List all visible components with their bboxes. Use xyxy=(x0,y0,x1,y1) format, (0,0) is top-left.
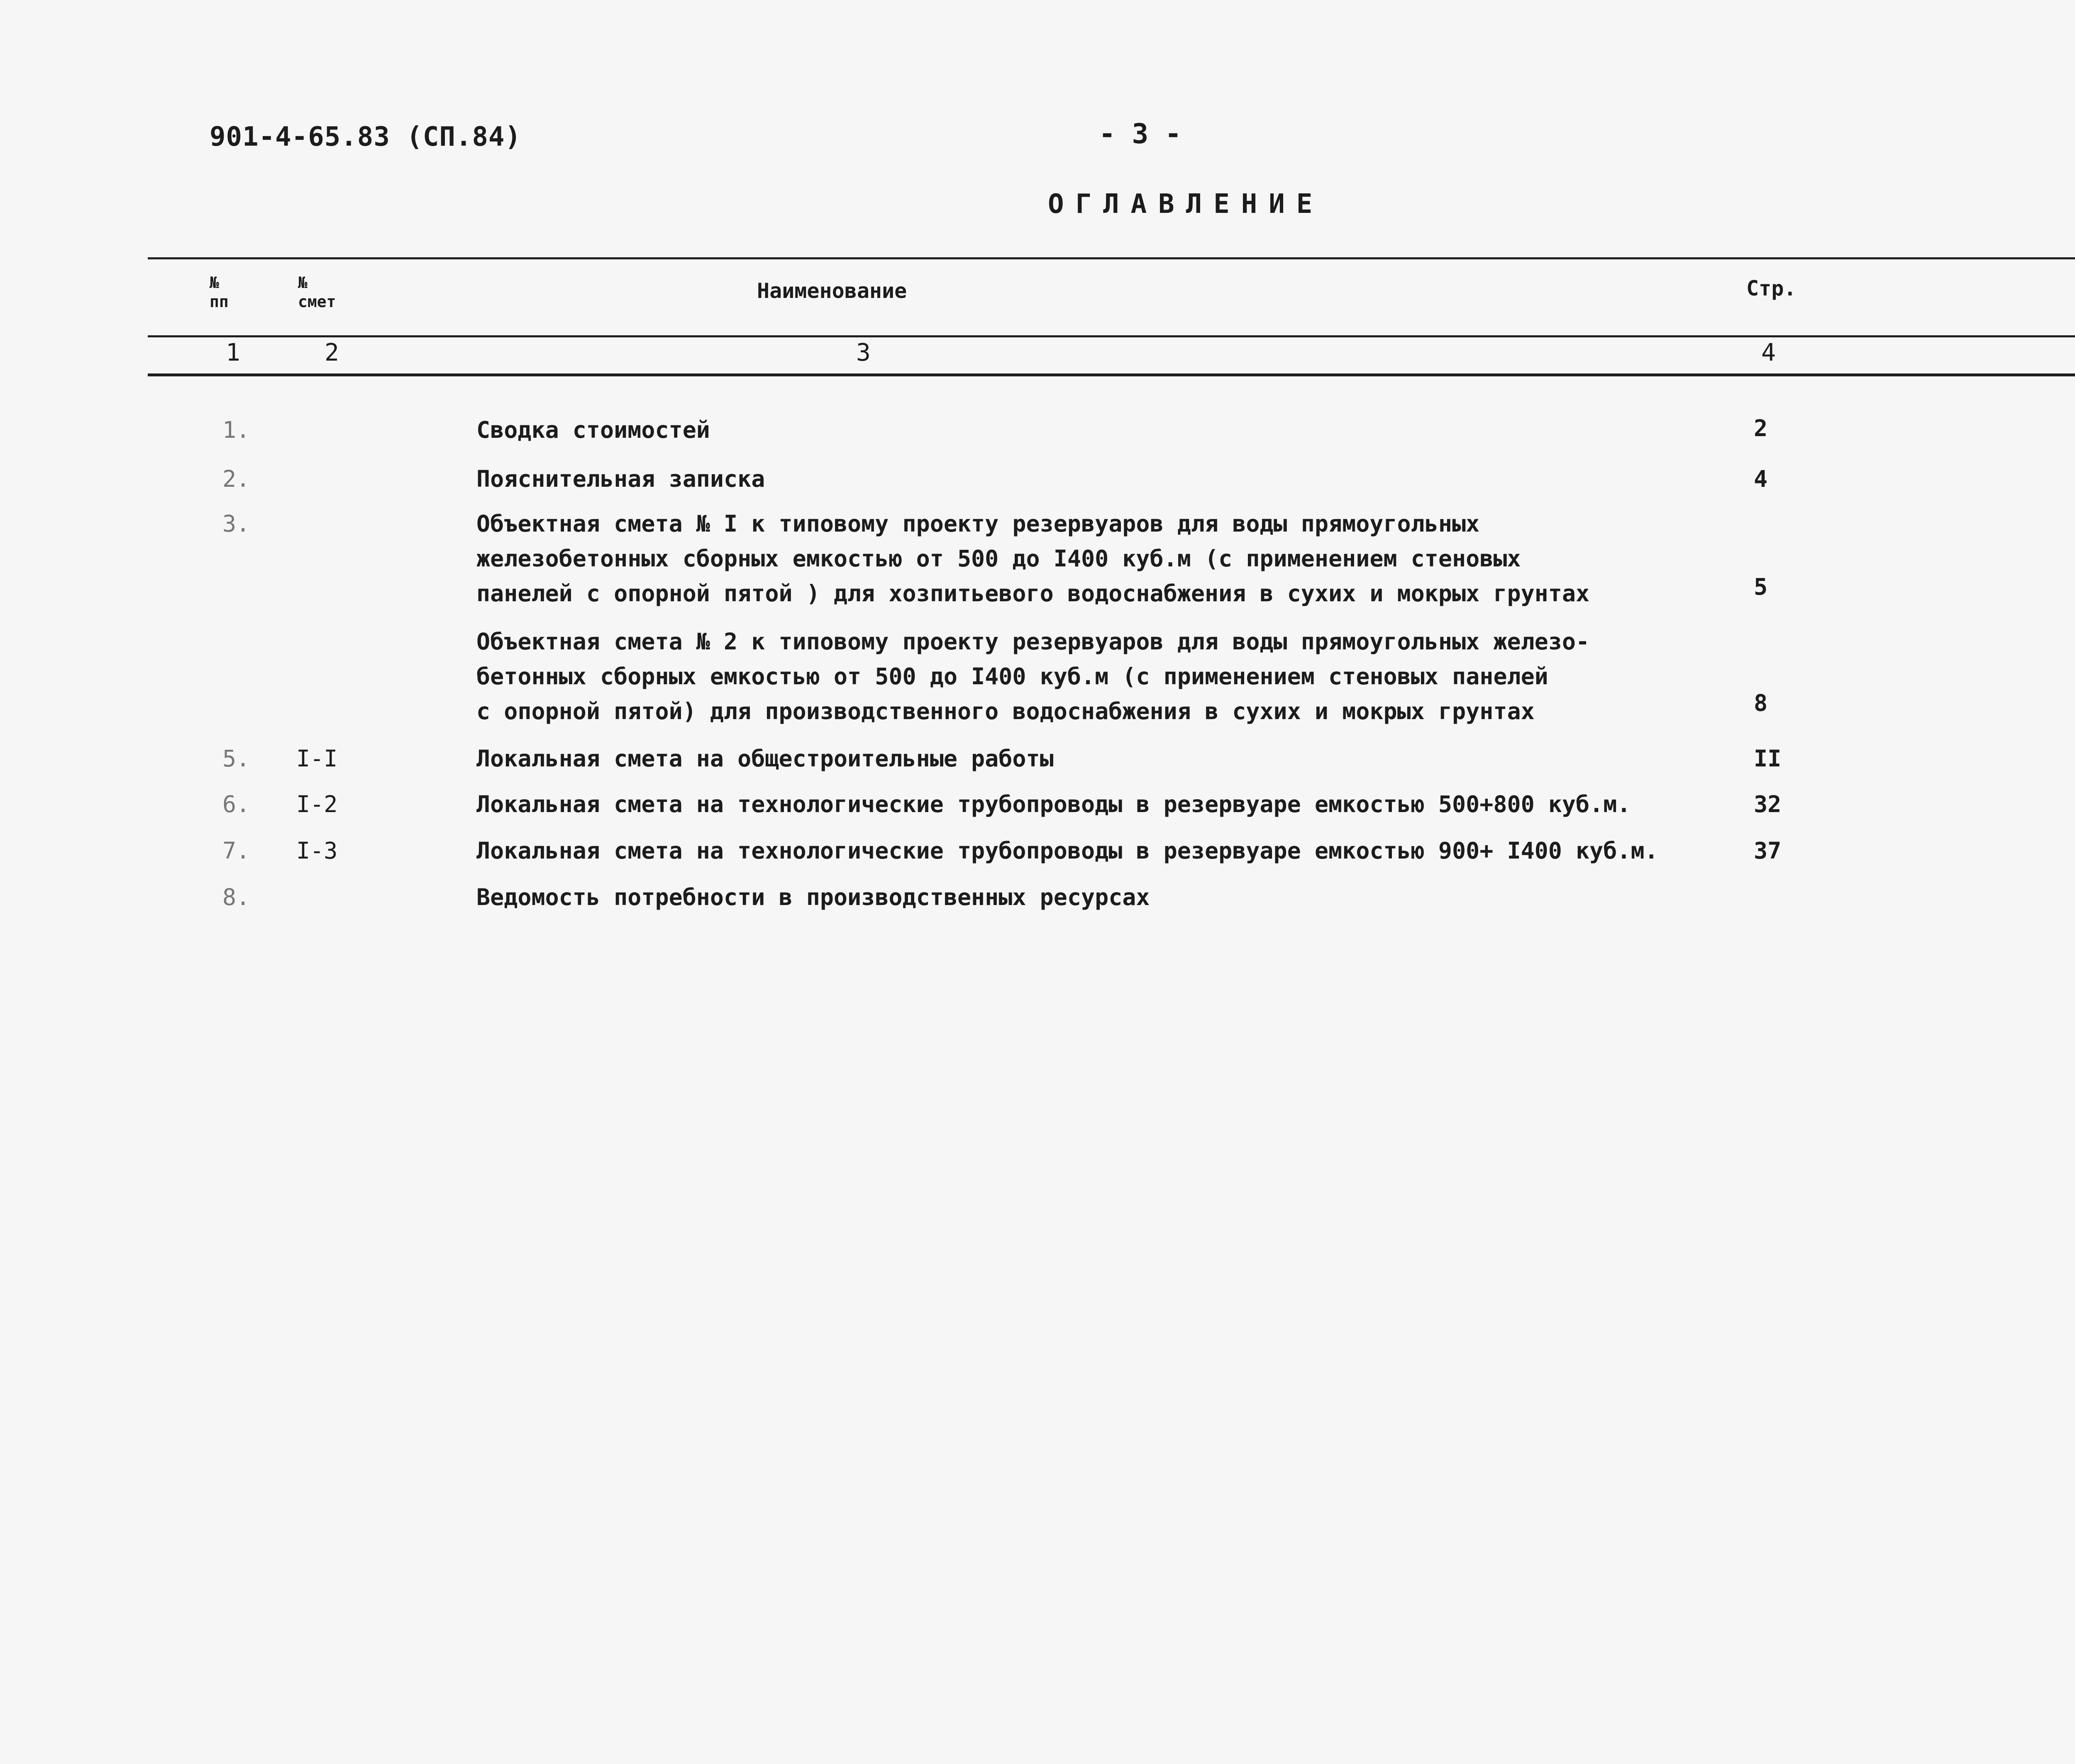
row-title: Локальная смета на технологические трубопроводы в резервуаре емкостью 900+ I400 куб.м. xyxy=(476,837,1658,864)
row-title: Пояснительная записка xyxy=(476,466,765,492)
row-page: 37 xyxy=(1754,837,1782,864)
row-page: II xyxy=(1754,745,1782,772)
header-row-number: № пп xyxy=(210,273,229,311)
row-title-line: железобетонных сборных емкостью от 500 до I400 куб.м (с применением стеновых xyxy=(476,545,1521,572)
header-page: Стр. xyxy=(1746,276,1797,300)
column-number-2: 2 xyxy=(325,338,339,366)
row-page: 2 xyxy=(1754,415,1768,442)
row-title: Локальная смета на технологические трубопроводы в резервуаре емкостью 500+800 куб.м. xyxy=(476,791,1631,817)
row-number: 2. xyxy=(222,466,250,492)
row-title xyxy=(476,506,1659,611)
row-number: 5. xyxy=(222,745,250,772)
column-number-rule xyxy=(148,373,2075,376)
column-number-3: 3 xyxy=(856,338,871,366)
row-title: Ведомость потребности в производственных ресурсах xyxy=(476,884,1150,910)
row-estimate-code: I-I xyxy=(296,745,338,772)
header-bottom-rule xyxy=(148,335,2075,337)
row-estimate-code: I-3 xyxy=(296,837,338,864)
row-page: 5 xyxy=(1754,573,1768,600)
column-number-1: 1 xyxy=(226,338,240,366)
row-number: 6. xyxy=(222,791,250,817)
row-page: 8 xyxy=(1754,690,1768,716)
row-title-line: с опорной пятой) для производственного водоснабжения в сухих и мокрых грунтах xyxy=(476,698,1535,725)
table-of-contents-title: ОГЛАВЛЕНИЕ xyxy=(1048,189,1324,220)
row-title xyxy=(476,624,1659,729)
document-code: 901-4-65.83 (СП.84) xyxy=(210,122,522,152)
row-title-line: панелей с опорной пятой ) для хозпитьевого водоснабжения в сухих и мокрых грунтах xyxy=(476,580,1590,607)
row-page: 4 xyxy=(1754,466,1768,492)
row-number: 1. xyxy=(222,417,250,443)
row-number: 3. xyxy=(222,510,250,537)
row-title-line: Объектная смета № 2 к типовому проекту резервуаров для воды прямоугольных железо- xyxy=(476,628,1590,655)
row-number: 8. xyxy=(222,884,250,910)
row-page: 32 xyxy=(1754,791,1782,817)
row-title: Локальная смета на общестроительные работы xyxy=(476,745,1054,772)
column-number-4: 4 xyxy=(1761,338,1776,366)
top-rule xyxy=(148,257,2075,259)
row-title: Сводка стоимостей xyxy=(476,417,710,443)
row-number: 7. xyxy=(222,837,250,864)
header-estimate-number: № смет xyxy=(298,273,336,311)
page-number: - 3 - xyxy=(1099,118,1182,150)
row-title-line: бетонных сборных емкостью от 500 до I400 куб.м (с применением стеновых панелей xyxy=(476,663,1548,690)
header-name: Наименование xyxy=(757,279,907,303)
row-title-line: Объектная смета № I к типовому проекту резервуаров для воды прямоугольных xyxy=(476,510,1480,537)
row-estimate-code: I-2 xyxy=(296,791,338,817)
